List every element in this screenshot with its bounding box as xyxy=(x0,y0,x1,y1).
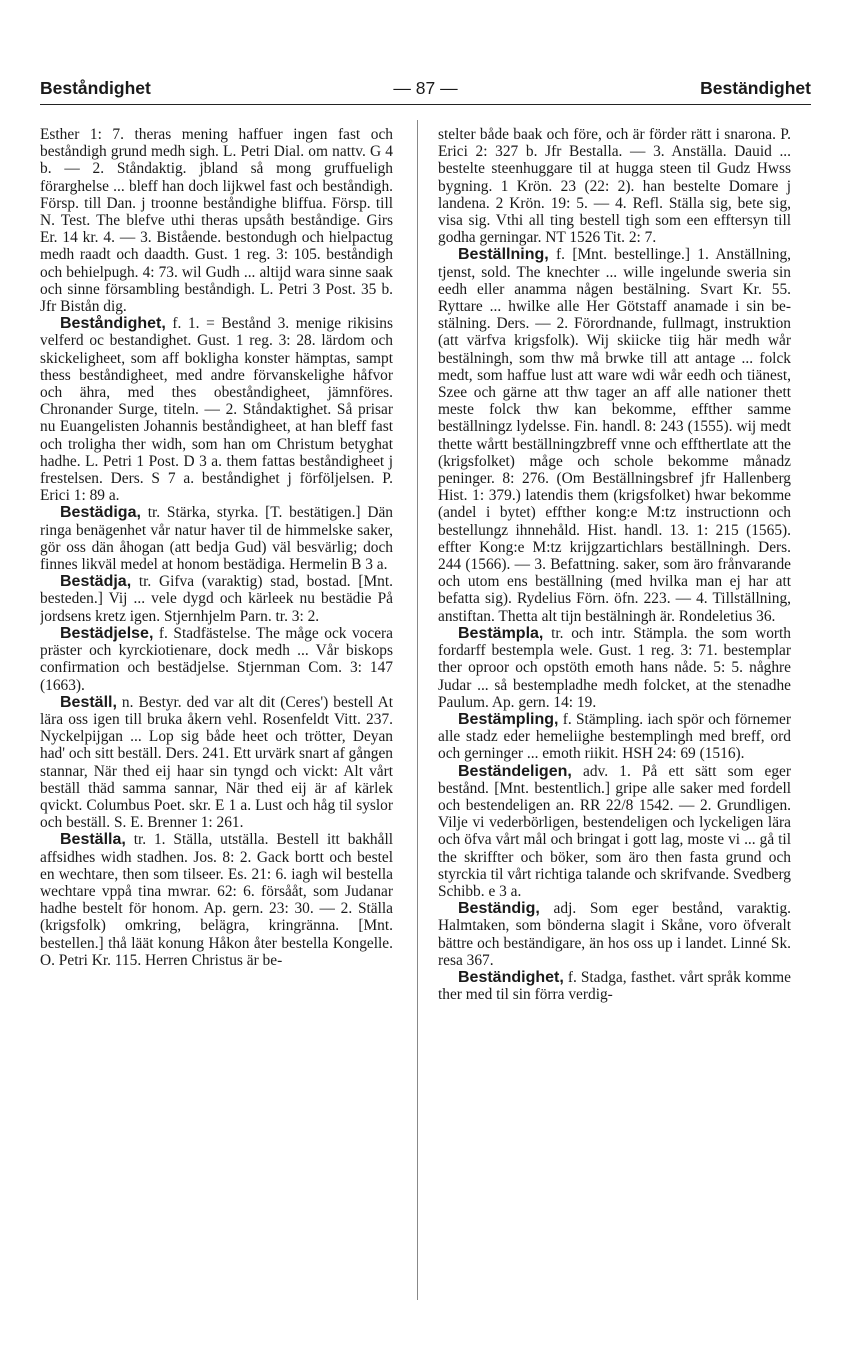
headword: Beställa, xyxy=(60,831,126,849)
headword: Beställ, xyxy=(60,693,117,711)
entry-paragraph: Bestädjelse, f. Stadfästelse. The måge ock vocera präster och kyrckiotienare, dock medh ... Vår biskops confirmation och bestädjelse. Stjernman Com. 3: 147 (1663). xyxy=(40,624,393,694)
left-column xyxy=(40,126,393,1356)
right-column xyxy=(438,126,791,1356)
headword: Bestädiga, xyxy=(60,504,141,522)
headword: Bestädjelse, xyxy=(60,624,154,642)
headword: Bestämpling, xyxy=(458,710,559,728)
running-header xyxy=(40,72,811,106)
page-number: — 87 — xyxy=(393,78,458,98)
header-right-word: Beständighet xyxy=(700,78,811,98)
entry-paragraph: Beställa, tr. 1. Ställa, utställa. Bestell itt bakhåll affsidhes widh stadhen. Jos. 8: 2. Gack bortt och bestel en wechtare, then som tilseer. Es. 21: 6. iagh wil bestella wechtare vppå tina mwrar. 62: 6. försååt, som Judanar hadhe bestelt för honom. Ap. gern. 23: 30. — 2. Ställa (krigsfolk) omkring, belägra, kringränna. [Mnt. bestellen.] thå läät konung Håkon åter bestella Kongelle. O. Petri Kr. 115. Herren Christus är be- xyxy=(40,831,393,969)
entry-paragraph: Beståndighet, f. 1. = Bestånd 3. menige rikisins velferd oc bestandighet. Gust. 1 reg. 3: 28. lärdom och skickeligheet, som aff bokligha konster hämptas, sampt thess beståndigheet, med andre förvanskelighe håfvor och ähra, med thes obeståndigheet, jämnföres. Chronander Surge, titeln. — 2. Ståndaktighet. Så prisar nu Euangelisten Johannis beståndigheet, at han bleff fast och troligha ther widh, som han om Christum betyghat hadhe. L. Petri 1 Post. D 3 a. them fattas beståndigheet j frestelsen. Ders. S 7 a. beståndighet j förföljelsen. P. Erici 1: 89 a. xyxy=(40,315,393,505)
entry-paragraph: Esther 1: 7. theras mening haffuer ingen fast och beståndigh grund medh sigh. L. Petri Dial. om nattv. G 4 b. — 2. Ståndaktig. jbland så mong gruffueligh förarghelse ... bleff han doch lijkwel fast och beståndigh. Försp. till Dan. j troonne beståndighe bliffua. Försp. till N. Test. The blefve uthi theras upsåth beståndige. Girs Er. 14 kr. 4. — 3. Bistående. bestondugh och hielpactug medh raadt och daadth. Gust. 1 reg. 3: 105. beståndigh och behielpugh. 4: 73. wil Gudh ... altijd wara sinne saak och sinne försambling beståndigh. L. Petri 3 Post. 35 b. Jfr Bistån dig. xyxy=(40,126,393,316)
headword: Beställning, xyxy=(458,246,549,264)
entry-paragraph: Bestämpling, f. Stämpling. iach spör och förnemer alle stadz eder hemeliighe bestemplingh med breff, ord och gerninger ... emoth riikit. HSH 24: 69 (1516). xyxy=(438,710,791,763)
entry-paragraph: Bestädiga, tr. Stärka, styrka. [T. bestätigen.] Dän ringa benägenhet vår natur haver til de himmelske saker, gör oss dän åhogan (att bedja Gud) väl besvärlig; doch finnes likväl medel at honom bestädiga. Hermelin B 3 a. xyxy=(40,504,393,574)
entry-paragraph: Beständighet, f. Stadga, fasthet. vårt språk komme ther med til sin förra verdig- xyxy=(438,968,791,1004)
entry-paragraph: Beställning, f. [Mnt. bestellinge.] 1. Anställning, tjenst, sold. The knechter ... wille ingelunde sweria sin eedh eller anamma någen bestälning. Svart Kr. 55. Ryttare ... hwilke alle Her Götstaff anamade i sin bestälning. Ders. — 2. Förordnande, fullmagt, instruktion (att värfva krigsfolk). Wij skiicke tiig här medh wår bestälningh, som thw må brwke till att antage ... folck medt, som haffue lust att ware wdi wår eedh och tiänest, Szee och gärne att thw tager an aff alle nationer thett meste folck thw kan bekomme, effther samme beställningz lydelsse. Fin. handl. 8: 243 (1555). wij medt thette wårtt beställningzbreff vnne och effthertlate att the (krigsfolket) måge och schole bekomme månadz peninger. 8: 276. (Om Beställningsbref jfr Hallenberg Hist. 1: 379.) latendis them (krigsfolket) hwar bekomme (andel i bytet) effther kong:e M:tz instructionn och bestellungz ihnnehåld. Hist. handl. 13. 1: 215 (1565). effter Kong:e M:tz krijgzartichlars beställningh. Ders. 244 (1566). — 3. Befattning. saker, som äro frånvarande och utom ens beställning (med hvilka man ej har att befatta sig). Rydelius Förn. öfn. 223. — 4. Tillställning, anstiftan. Thetta alt tijn bestälningh är. Rondeletius 36. xyxy=(438,246,791,625)
entry-paragraph: Bestädja, tr. Gifva (varaktig) stad, bostad. [Mnt. besteden.] Vij ... vele dygd och kärleek nu bestädie På jordsens kretz igen. Stjernhjelm Parn. tr. 3: 2. xyxy=(40,573,393,625)
entry-paragraph: Beständig, adj. Som eger bestånd, varaktig. Halmtaken, som bönderna slagit i Skåne, voro öfveralt bättre och beständigare, än hos oss up i landet. Linné Sk. resa 367. xyxy=(438,900,791,969)
entry-paragraph: Beställ, n. Bestyr. ded var alt dit (Ceres') bestell At lära oss igen till bruka åkern vehl. Rosenfeldt Vitt. 237. Nyckelpijgan ... Lop sig både heet och trötter, Deyan had' och sitt beställ. Ders. 241. Ett urvärk snart af gången stannar, När thed eij haar sin tyngd och vickt: Alt vårt beställ thäd samma sannar, När thed eij är af kärlek qvickt. Columbus Poet. skr. E 1 a. Lust och håg til syslor och beställ. S. E. Brenner 1: 261. xyxy=(40,693,393,832)
headword: Beständeligen, xyxy=(458,762,572,780)
header-rule xyxy=(40,104,811,105)
entry-paragraph: Beständeligen, adv. 1. På ett sätt som eger bestånd. [Mnt. bestentlich.] gripe alle saker med fordell och bestendeligen an. RR 22/8 1542. — 2. Grundligen. Vilje vi vederbörligen, bestendeligen och lyckeligen lära och öfva vårt mål och bringat i gott lag, moste vi ... gå til the skriffter och böker, som äro then fasta grund och styrckia til vårt richtiga talande och skrifvande. Svedberg Schibb. e 3 a. xyxy=(438,762,791,900)
headword: Bestämpla, xyxy=(458,624,544,642)
entry-paragraph: stelter både baak och före, och är förder rätt i snarona. P. Erici 2: 327 b. Jfr Bestalla. — 3. Anställa. Dauid ... bestelte steenhuggare til at hugga steen til Gudz Hwss bygning. 1 Krön. 23 (22: 2). han bestelte Domare j landena. 2 Krön. 19: 5. — 4. Refl. Ställa sig, bete sig, visa sig. Vthi all ting bestell tigh som een efftersyn till godha gerningar. NT 1526 Tit. 2: 7. xyxy=(438,126,791,247)
headword: Beständig, xyxy=(458,900,540,918)
headword: Beständighet, xyxy=(458,968,564,986)
column-separator xyxy=(417,120,418,1300)
entry-paragraph: Bestämpla, tr. och intr. Stämpla. the som worth fordarff bestempla wele. Gust. 1 reg. 3: 71. bestemplar ther oproor och opstöth emoth hans nåde. 5: 5. någhre Judar ... så bestempladhe medh folcket, at the stenadhe Paulum. Ap. gern. 14: 19. xyxy=(438,624,791,711)
header-left-word: Beståndighet xyxy=(40,78,151,98)
headword: Beståndighet, xyxy=(60,315,166,333)
headword: Bestädja, xyxy=(60,573,132,591)
